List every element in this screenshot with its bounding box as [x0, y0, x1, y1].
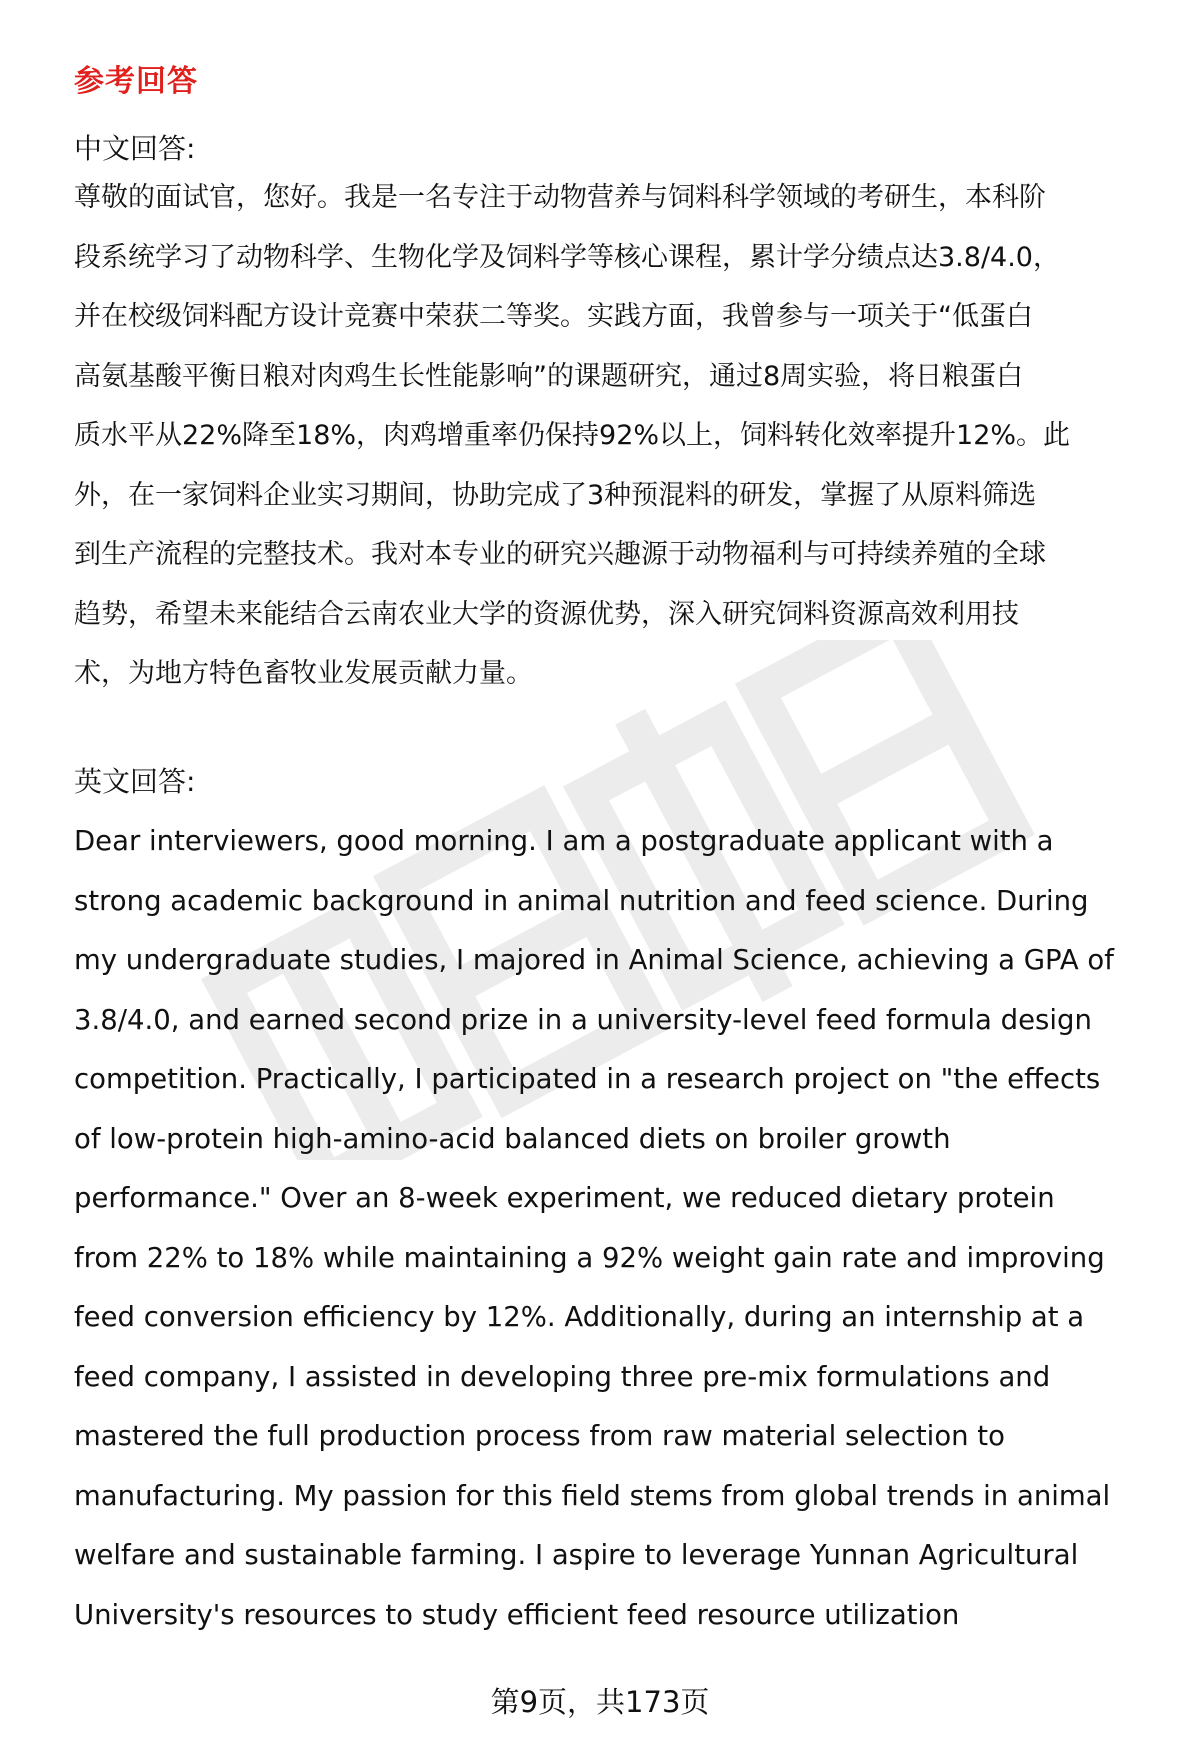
english-answer-text: Dear interviewers, good morning. I am a postgraduate applicant with a strong academic background in animal nutrition and feed science. During my undergraduate studies, I majored in Animal Science, achieving a GPA of 3.8/4.0, and earned second prize in a university-level feed formula design competition. Practically, I participated in a research project on "the effects of low-protein high-amino-acid balanced diets on broiler growth performance." Over an 8-week experiment, we reduced dietary protein from 22% to 18% while maintaining a 92% weight gain rate and improving feed conversion efficiency by 12%. Additionally, during an internship at a feed company, I assisted in developing three pre-mix formulations and mastered the full production process from raw material selection to manufacturing. My passion for this field stems from global trends in animal welfare and sustainable farming. I aspire to leverage Yunnan Agricultural University's resources to study efficient feed resource utilization — [74, 825, 1114, 1631]
page-number: 第9页，共173页 — [490, 1685, 710, 1719]
chinese-answer-text: 尊敬的面试官，您好。我是一名专注于动物营养与饲料科学领域的考研生，本科阶 段系统学习了动物科学、生物化学及饲料学等核心课程，累计学分绩点达3.8/4.0， 并在校级饲料配方设计竞赛中荣获二等奖。实践方面，我曾参与一项关于“低蛋白 高氨基酸平衡日粮对肉鸡生长性能影响”的课题研究，通过8周实验，将日粮蛋白 质水平从22%降至18%，肉鸡增重率仍保持92%以上，饲料转化效率提升12%。此 外，在一家饲料企业实习期间，协助完成了3种预混料的研发，掌握了从原料筛选 到生产流程的完整技术。我对本专业的研究兴趣源于动物福利与可持续养殖的全球 趋势，希望未来能结合云南农业大学的资源优势，深入研究饲料资源高效利用技 术，为地方特色畜牧业发展贡献力量。 — [74, 182, 1071, 689]
chinese-answer-label: 中文回答: — [74, 132, 196, 165]
section-heading: 参考回答 — [74, 64, 198, 99]
english-answer-label: 英文回答: — [74, 765, 196, 798]
